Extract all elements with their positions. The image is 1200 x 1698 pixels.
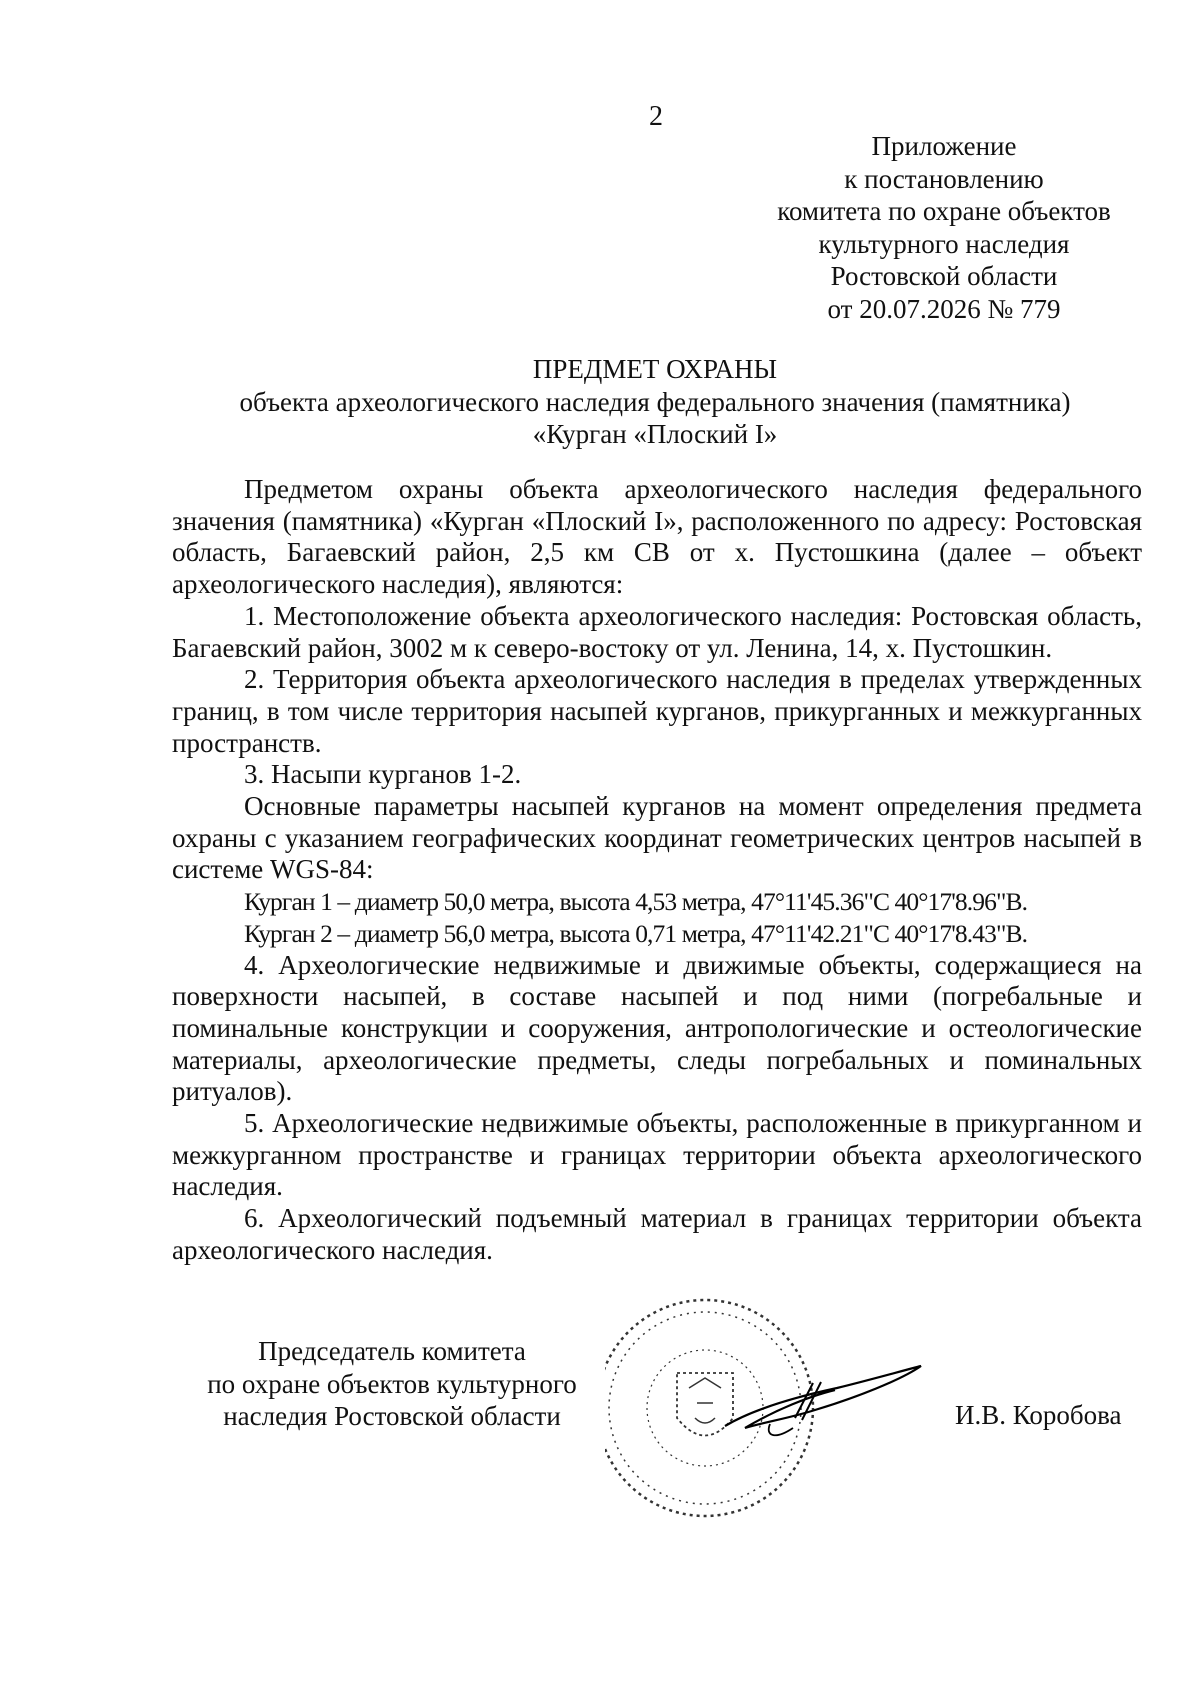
body-paragraph: 6. Археологический подъемный материал в границах территории объекта археологического наследия.: [172, 1203, 1142, 1265]
appendix-header: [744, 130, 1144, 325]
body-paragraph: Предметом охраны объекта археологического наследия федерального значения (памятника) «Курган «Плоский I», расположенного по адресу: Ростовская область, Багаевский район, 2,5 км СВ от х. Пустошкина (далее – объект археологического наследия), являются:: [172, 474, 1142, 600]
body-paragraph: Курган 2 – диаметр 56,0 метра, высота 0,71 метра, 47°11'42.21"С 40°17'8.43"В.: [244, 918, 1028, 948]
appendix-line: от 20.07.2026 № 779: [827, 293, 1061, 324]
appendix-line: Приложение: [871, 131, 1017, 161]
signer-position-line: Председатель комитета: [258, 1336, 526, 1366]
signer-position-line: по охране объектов культурного: [207, 1368, 577, 1399]
title-heading: ПРЕДМЕТ ОХРАНЫ: [532, 354, 778, 384]
page-number: 2: [649, 101, 663, 132]
official-seal-with-signature: [605, 1278, 945, 1538]
body-paragraph: 3. Насыпи курганов 1-2.: [244, 759, 522, 790]
body-paragraph: 5. Археологические недвижимые объекты, расположенные в прикурганном и межкурганном пространстве и границах территории объекта археологического наследия.: [172, 1108, 1142, 1202]
body-paragraph: Основные параметры насыпей курганов на момент определения предмета охраны с указанием географических координат геометрических центров насыпей в системе WGS-84:: [172, 791, 1142, 885]
title-subtitle: объекта археологического наследия федерального значения (памятника): [239, 386, 1071, 417]
signer-name: И.В. Коробова: [955, 1400, 1122, 1430]
document-title: [170, 353, 1140, 451]
body-paragraph: 1. Местоположение объекта археологического наследия: Ростовская область, Багаевский район, 3002 м к северо-востоку от ул. Ленина, 14, х. Пустошкин.: [172, 600, 1142, 663]
document-body: [172, 474, 1142, 1267]
signer-position-line: наследия Ростовской области: [223, 1401, 561, 1431]
appendix-line: Ростовской области: [830, 261, 1058, 291]
appendix-line: комитета по охране объектов: [777, 196, 1111, 226]
body-paragraph: 2. Территория объекта археологического наследия в пределах утвержденных границ, в том числе территория насыпей курганов, прикурганных и межкурганных пространств.: [172, 664, 1142, 758]
signer-position: [182, 1335, 602, 1433]
monument-name: «Курган «Плоский I»: [532, 419, 778, 449]
appendix-line: культурного наследия: [818, 228, 1070, 259]
body-paragraph: Курган 1 – диаметр 50,0 метра, высота 4,53 метра, 47°11'45.36"С 40°17'8.96"В.: [244, 887, 1028, 917]
appendix-line: к постановлению: [844, 163, 1044, 194]
body-paragraph: 4. Археологические недвижимые и движимые объекты, содержащиеся на поверхности насыпей, в составе насыпей и под ними (погребальные и поминальные конструкции и сооружения, антропологические и остеологические материалы, археологические предметы, следы погребальных и поминальных ритуалов).: [172, 949, 1142, 1107]
